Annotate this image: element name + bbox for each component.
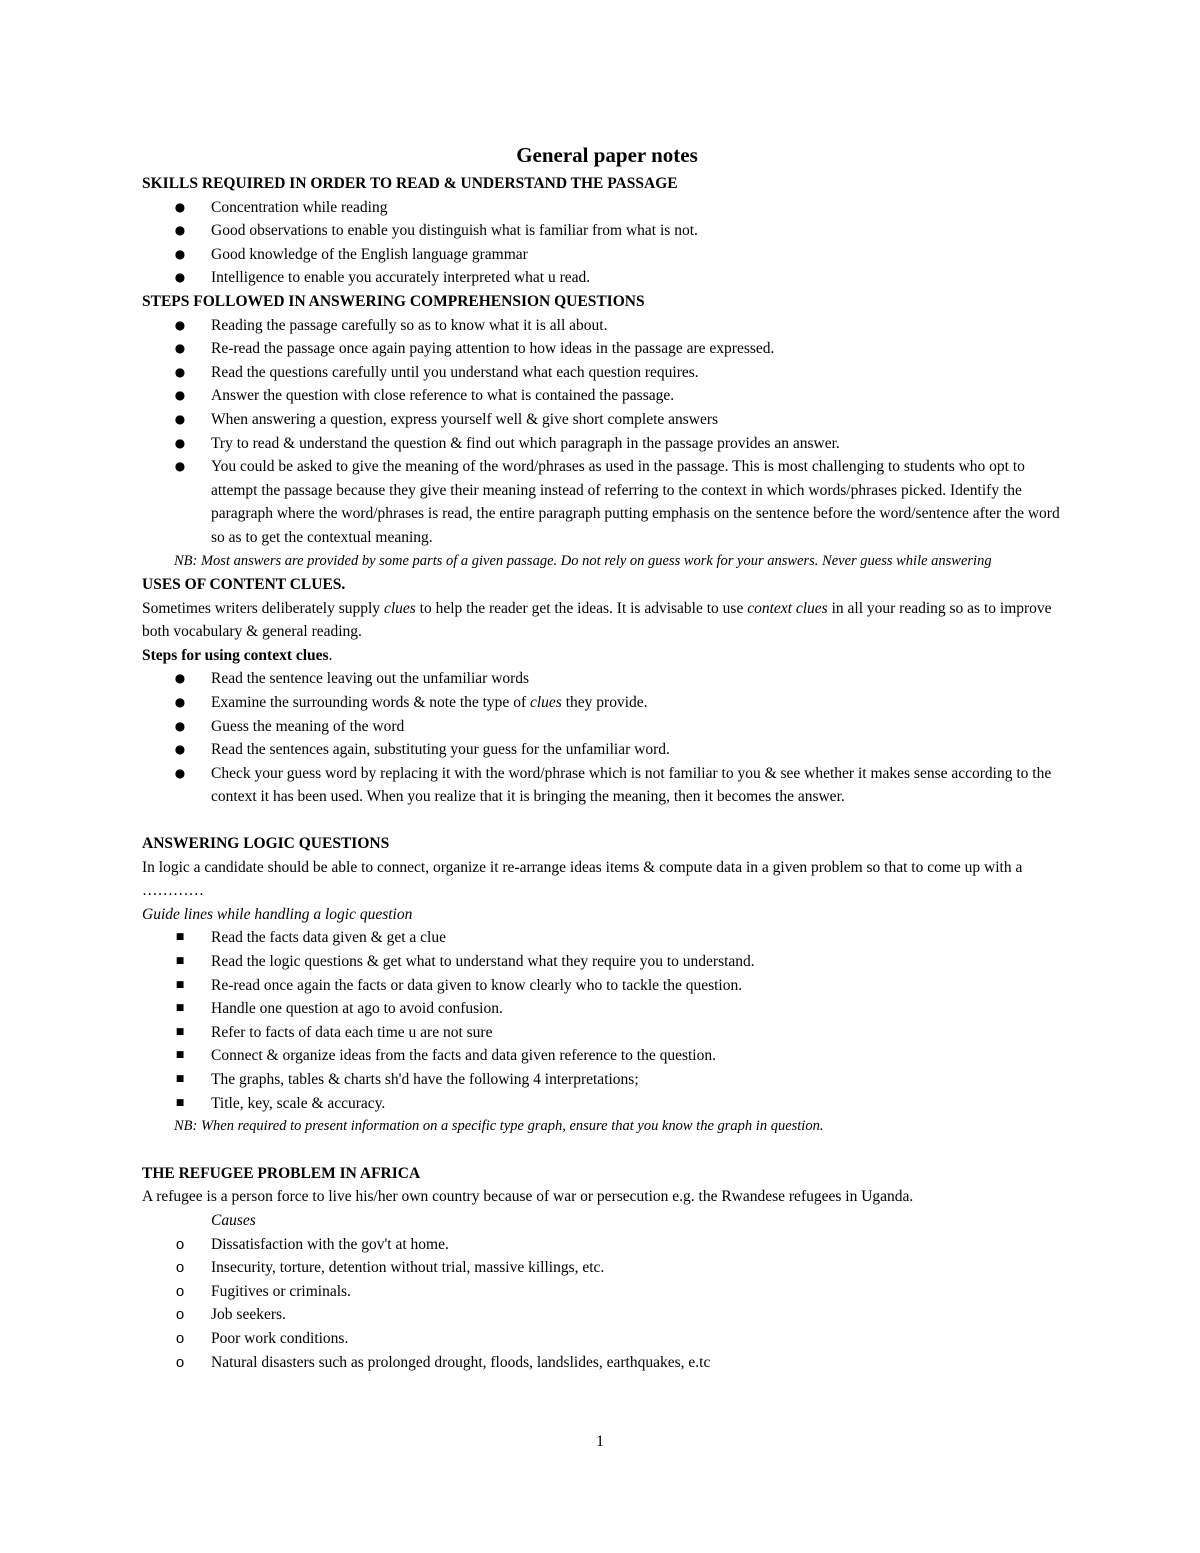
list-item: ● Intelligence to enable you accurately interpreted what u read. [142, 266, 1072, 290]
bullet-dot-icon: ● [174, 317, 186, 332]
page-number: 1 [596, 1433, 604, 1450]
logic-heading: ANSWERING LOGIC QUESTIONS [142, 835, 390, 853]
logic-note: NB: When required to present information on a specific type graph, ensure that you know the graph in question. [174, 1118, 824, 1135]
page-title: General paper notes [516, 143, 698, 167]
bullet-dot-icon: ● [174, 364, 186, 379]
logic-guide-label: Guide lines while handling a logic question [142, 905, 413, 923]
refugee-heading: THE REFUGEE PROBLEM IN AFRICA [142, 1164, 421, 1182]
skills-heading: SKILLS REQUIRED IN ORDER TO READ & UNDERSTAND THE PASSAGE [142, 175, 678, 192]
list-item: ● When answering a question, express yourself well & give short complete answers [142, 408, 1072, 432]
context-clues-subheading: Steps for using context clues. [142, 646, 333, 664]
context-clues-heading: USES OF CONTENT CLUES. [142, 576, 346, 594]
bullet-dot-icon: ● [174, 742, 186, 757]
bullet-dot-icon: ● [174, 695, 186, 710]
bullet-circle-icon: o [175, 1329, 185, 1347]
list-item: ● Read the sentence leaving out the unfamiliar words [142, 667, 1072, 691]
bullet-dot-icon: ● [174, 718, 186, 733]
steps-list [142, 314, 1072, 550]
bullet-square-icon: ■ [175, 1097, 185, 1108]
context-clues-list [142, 667, 1072, 809]
list-item: ● Read the questions carefully until you understand what each question requires. [142, 361, 1072, 385]
bullet-circle-icon: o [175, 1235, 185, 1253]
steps-heading: STEPS FOLLOWED IN ANSWERING COMPREHENSION QUESTIONS [142, 292, 645, 310]
bullet-dot-icon: ● [174, 411, 186, 426]
bullet-dot-icon: ● [174, 199, 186, 214]
list-item: ● Read the sentences again, substituting your guess for the unfamiliar word. [142, 738, 1072, 762]
bullet-dot-icon: ● [174, 435, 186, 450]
bullet-circle-icon: o [175, 1282, 185, 1300]
bullet-circle-icon: o [175, 1259, 185, 1277]
list-item: ● Examine the surrounding words & note the type of clues they provide. [142, 691, 1072, 715]
bullet-dot-icon: ● [174, 246, 186, 261]
list-item: ■ Title, key, scale & accuracy. [142, 1092, 1072, 1116]
bullet-square-icon: ■ [175, 1003, 185, 1014]
logic-paragraph: In logic a candidate should be able to connect, organize it re-arrange ideas items & compute data in a given problem so that to come up with a ………… [142, 858, 1023, 900]
list-item: ● Answer the question with close reference to what is contained the passage. [142, 384, 1072, 408]
causes-list [142, 1233, 1072, 1375]
bullet-square-icon: ■ [175, 1050, 185, 1061]
list-item: o Natural disasters such as prolonged drought, floods, landslides, earthquakes, e.tc [142, 1351, 1072, 1375]
list-item: ● You could be asked to give the meaning of the word/phrases as used in the passage. This is most challenging to students who opt to attempt the passage because they give their meaning instead of referring to the context in which words/phrases picked. Identify the paragraph where the word/phrases is read, the entire paragraph putting emphasis on the sentence before the word/sentence after the word so as to get the contextual meaning. [142, 455, 1072, 549]
list-item: ■ Read the facts data given & get a clue [142, 926, 1072, 950]
list-item: ● Try to read & understand the question & find out which paragraph in the passage provides an answer. [142, 432, 1072, 456]
bullet-dot-icon: ● [174, 671, 186, 686]
list-item: o Poor work conditions. [142, 1327, 1072, 1351]
list-item: ■ Connect & organize ideas from the facts and data given reference to the question. [142, 1044, 1072, 1068]
list-item: o Fugitives or criminals. [142, 1280, 1072, 1304]
bullet-square-icon: ■ [175, 932, 185, 943]
document-body [142, 140, 1072, 1374]
list-item: ■ The graphs, tables & charts sh'd have the following 4 interpretations; [142, 1068, 1072, 1092]
list-item: ● Re-read the passage once again paying attention to how ideas in the passage are expressed. [142, 337, 1072, 361]
list-item: ■ Refer to facts of data each time u are not sure [142, 1021, 1072, 1045]
list-item: ● Reading the passage carefully so as to know what it is all about. [142, 314, 1072, 338]
bullet-circle-icon: o [175, 1306, 185, 1324]
bullet-dot-icon: ● [174, 765, 186, 780]
refugee-paragraph: A refugee is a person force to live his/her own country because of war or persecution e.g. the Rwandese refugees in Uganda. [142, 1188, 914, 1206]
skills-list [142, 196, 1072, 290]
list-item: ■ Handle one question at ago to avoid confusion. [142, 997, 1072, 1021]
list-item: ■ Read the logic questions & get what to understand what they require you to understand. [142, 950, 1072, 974]
bullet-square-icon: ■ [175, 1026, 185, 1037]
bullet-dot-icon: ● [174, 459, 186, 474]
list-item: o Dissatisfaction with the gov't at home. [142, 1233, 1072, 1257]
list-item: ● Guess the meaning of the word [142, 715, 1072, 739]
list-item: ● Good knowledge of the English language grammar [142, 243, 1072, 267]
bullet-dot-icon: ● [174, 341, 186, 356]
bullet-dot-icon: ● [174, 388, 186, 403]
bullet-square-icon: ■ [175, 1073, 185, 1084]
list-item: ■ Re-read once again the facts or data given to know clearly who to tackle the question. [142, 974, 1072, 998]
list-item: o Job seekers. [142, 1303, 1072, 1327]
list-item: ● Good observations to enable you distinguish what is familiar from what is not. [142, 219, 1072, 243]
list-item: ● Check your guess word by replacing it with the word/phrase which is not familiar to you & see whether it makes sense according to the context it has been used. When you realize that it is bringing the meaning, then it becomes the answer. [142, 762, 1072, 809]
bullet-square-icon: ■ [175, 979, 185, 990]
causes-label: Causes [211, 1211, 256, 1229]
list-item: ● Concentration while reading [142, 196, 1072, 220]
steps-note: NB: Most answers are provided by some parts of a given passage. Do not rely on guess work for your answers. Never guess while answering [174, 552, 992, 569]
bullet-square-icon: ■ [175, 956, 185, 966]
list-item: o Insecurity, torture, detention without trial, massive killings, etc. [142, 1256, 1072, 1280]
logic-list [142, 926, 1072, 1115]
bullet-dot-icon: ● [174, 223, 186, 238]
bullet-circle-icon: o [175, 1353, 185, 1371]
bullet-dot-icon: ● [174, 270, 186, 285]
context-clues-paragraph: Sometimes writers deliberately supply clues to help the reader get the ideas. It is advisable to use context clues in all your reading so as to improve both vocabulary & general reading. [142, 599, 1052, 641]
